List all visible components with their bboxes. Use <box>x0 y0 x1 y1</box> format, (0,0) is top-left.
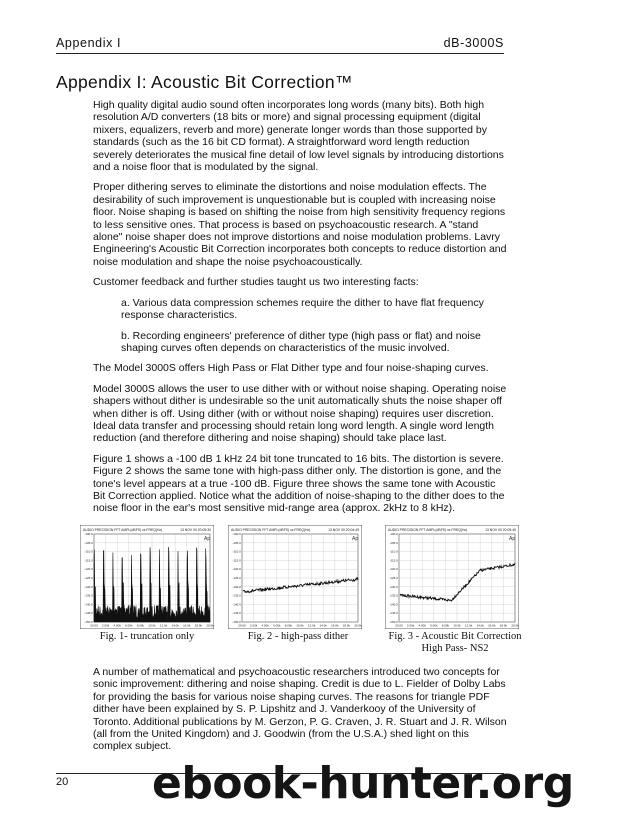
y-tick-label: -120.0 <box>84 567 93 572</box>
x-tick-label: 8.00k <box>284 623 293 628</box>
y-tick-label: -125.0 <box>232 576 241 580</box>
fig2-caption: Fig. 2 - high-pass dither <box>247 631 349 642</box>
page-number: 20 <box>56 776 69 788</box>
x-tick-label: 2.00k <box>101 623 110 628</box>
x-tick-label: 20.0k <box>354 623 362 628</box>
x-tick-label: 14.0k <box>171 623 179 628</box>
paragraph: Figure 1 shows a -100 dB 1 kHz 24 bit tone truncated to 16 bits. The distortion is severe. Figure 2 shows the same tone with high-pass dither only. The distortion is gone, and the tone's level appears at a true -100 dB. Figure three shows the same tone with Acoustic Bit Correction applied. Notice what the addition of noise-shaping to the dither does to the noise floor in the ear's most sensitive mid-range area (approx. 2kHz to 8 kHz). <box>93 452 505 515</box>
paragraph: High quality digital audio sound often incorporates long words (many bits). Both high resolution A/D converters (18 bits or more) and signal processing equipment (digital mixers, equalizers, reverb and more) generate longer words than those supported by standards (such as the 16 bit CD format). A straightforward word length reduction severely deteriorates the musical fine detail of low level signals by introducing distortions and a noise floor that is modulated by the signal. <box>93 99 504 174</box>
y-tick-label: -145.0 <box>389 611 398 616</box>
paragraph: The Model 3000S offers High Pass or Flat Dither type and four noise-shaping curves. <box>93 362 489 375</box>
figure-3 <box>385 525 519 629</box>
x-tick-label: 16.0k <box>488 623 496 628</box>
x-tick-label: 14.0k <box>476 623 484 628</box>
header-rule <box>56 53 504 54</box>
x-tick-label: 10.0k <box>148 623 156 628</box>
y-tick-label: -110.0 <box>84 549 93 554</box>
ap-logo-icon: Ap <box>204 536 211 542</box>
fig2-date: 13 NOV 00 20:04:49 <box>328 528 359 532</box>
x-tick-label: 8.00k <box>136 623 145 628</box>
y-tick-label: -150.0 <box>232 620 241 624</box>
y-tick-label: -130.0 <box>232 584 241 589</box>
y-tick-label: -110.0 <box>389 549 398 554</box>
y-tick-label: -115.0 <box>84 558 93 563</box>
x-tick-label: 6.00k <box>430 623 438 628</box>
x-tick-label: 12.0k <box>307 623 316 628</box>
y-tick-label: -140.0 <box>232 602 241 607</box>
fig3-plot <box>385 525 519 629</box>
body-text <box>93 99 508 523</box>
x-tick-label: 2.00k <box>406 623 415 628</box>
x-tick-label: 4.00k <box>418 623 426 628</box>
y-tick-label: -140.0 <box>84 602 93 607</box>
y-tick-label: -105.0 <box>389 540 398 545</box>
x-tick-label: 6.00k <box>273 623 281 628</box>
ap-logo-icon: Ap <box>509 536 516 542</box>
watermark: ebook-hunter.org <box>152 758 574 809</box>
fig3-date: 13 NOV 00 20:05:45 <box>485 528 516 532</box>
x-tick-label: 4.00k <box>113 623 121 628</box>
x-tick-label: 12.0k <box>464 623 473 628</box>
fig3-caption-line2: High Pass- NS2 <box>421 643 489 654</box>
x-tick-label: 10.0k <box>453 623 461 628</box>
fig1-x-ticks <box>90 624 214 628</box>
x-tick-label: 20.00 <box>395 623 403 628</box>
y-tick-label: -105.0 <box>232 540 241 545</box>
y-tick-label: -145.0 <box>232 611 241 616</box>
paragraph: Model 3000S allows the user to use dither with or without noise shaping. Operating noise shapers without dither is undesirable so the unit automatically shuts the noise shaper off when dither is off. Using dither (with or without noise shaping) requires user discretion. Ideal data transfer and processing should retain long word length. A single word length reduction (and therefore dithering and noise shaping) should take place last. <box>93 382 507 445</box>
y-tick-label: -115.0 <box>232 558 241 563</box>
y-tick-label: -135.0 <box>84 593 93 598</box>
y-tick-label: -125.0 <box>389 576 398 580</box>
y-tick-label: -130.0 <box>389 584 398 589</box>
fig3-header: AUDIO PRECISION FFT AMPL(dBFS) vs FREQ(Hz) <box>388 528 468 532</box>
ap-logo-icon: Ap <box>352 536 359 542</box>
y-tick-label: -150.0 <box>84 620 93 624</box>
x-tick-label: 18.0k <box>342 623 351 628</box>
paragraph: Customer feedback and further studies taught us two interesting facts: <box>93 276 419 289</box>
header-right: dB-3000S <box>443 36 504 50</box>
fig1-date: 13 NOV 00 20:05:30 <box>180 528 211 532</box>
y-tick-label: -140.0 <box>389 602 398 607</box>
figures-row <box>80 525 530 655</box>
y-tick-label: -130.0 <box>84 584 93 589</box>
fig2-plot <box>228 525 362 629</box>
y-tick-label: -110.0 <box>232 549 241 554</box>
paragraph: Proper dithering serves to eliminate the distortions and noise modulation effects. The desirability of such improvement is unquestionable but is coupled with increasing noise floor. Noise shaping is based on shifting the noise from high sensitivity frequency regions to less sensitive ones. That process is based on psychoacoustic research. A "stand alone" noise shaper does not improve distortions and noise modulation problems. Lavry Engineering's Acoustic Bit Correction incorporates both concepts to reduce distortion and noise modulation and shape the noise psychoacoustically. <box>93 181 507 268</box>
fig3-x-ticks <box>395 624 519 628</box>
y-tick-label: -135.0 <box>389 593 398 598</box>
y-tick-label: -125.0 <box>84 576 93 580</box>
header-left: Appendix I <box>56 36 122 50</box>
x-tick-label: 14.0k <box>319 623 327 628</box>
list-item: a. Various data compression schemes require the dither to have flat frequency response characteristics. <box>121 296 484 322</box>
x-tick-label: 8.00k <box>441 623 450 628</box>
paragraph: A number of mathematical and psychoacoustic researchers introduced two concepts for sonic improvement: dithering and noise shaping. Credit is due to L. Fielder of Dolby Labs for providing the basis for various noise shaping curves. The reasons for triangle PDF dither have been explained by S. P. Lipshitz and J. Vanderkooy of the University of Toronto. Additional publications by M. Gerzon, P. G. Craven, J. R. Stuart and J. R. Wilson (all from the United Kingdom) and J. Goodwin (from the U.S.A.) shed light on this complex subject. <box>93 666 507 753</box>
x-tick-label: 20.0k <box>511 623 519 628</box>
page-header <box>56 36 504 52</box>
y-tick-label: -100.0 <box>232 532 241 536</box>
page-title: Appendix I: Acoustic Bit Correction™ <box>56 72 353 92</box>
x-tick-label: 20.00 <box>238 623 246 628</box>
figure-2 <box>228 525 362 629</box>
x-tick-label: 20.0k <box>206 623 214 628</box>
fig2-x-ticks <box>238 624 362 628</box>
x-tick-label: 20.00 <box>90 623 98 628</box>
fig3-caption: Fig. 3 - Acoustic Bit Correction <box>388 631 522 642</box>
list-item: b. Recording engineers' preference of dither type (high pass or flat) and noise shaping curves often depends on characteristics of the music involved. <box>121 329 481 354</box>
y-tick-label: -120.0 <box>389 567 398 572</box>
x-tick-label: 4.00k <box>261 623 269 628</box>
x-tick-label: 6.00k <box>125 623 133 628</box>
y-tick-label: -145.0 <box>84 611 93 616</box>
fig1-plot <box>80 525 214 629</box>
body-text-continued <box>93 666 508 753</box>
x-tick-label: 12.0k <box>159 623 168 628</box>
y-tick-label: -135.0 <box>232 593 241 598</box>
x-tick-label: 2.00k <box>249 623 258 628</box>
figure-1 <box>80 525 214 629</box>
fig1-header: AUDIO PRECISION FFT AMPL(dBFS) vs FREQ(Hz) <box>83 528 163 532</box>
x-tick-label: 16.0k <box>183 623 191 628</box>
y-tick-label: -100.0 <box>84 532 93 536</box>
fig1-caption: Fig. 1- truncation only <box>99 631 195 642</box>
x-tick-label: 18.0k <box>194 623 203 628</box>
x-tick-label: 18.0k <box>499 623 508 628</box>
y-tick-label: -115.0 <box>389 558 398 563</box>
y-tick-label: -105.0 <box>84 540 93 545</box>
fig2-header: AUDIO PRECISION FFT AMPL(dBFS) vs FREQ(Hz) <box>231 528 311 532</box>
y-tick-label: -120.0 <box>232 567 241 572</box>
y-tick-label: -150.0 <box>389 620 398 624</box>
x-tick-label: 10.0k <box>296 623 304 628</box>
x-tick-label: 16.0k <box>331 623 339 628</box>
y-tick-label: -100.0 <box>389 532 398 536</box>
